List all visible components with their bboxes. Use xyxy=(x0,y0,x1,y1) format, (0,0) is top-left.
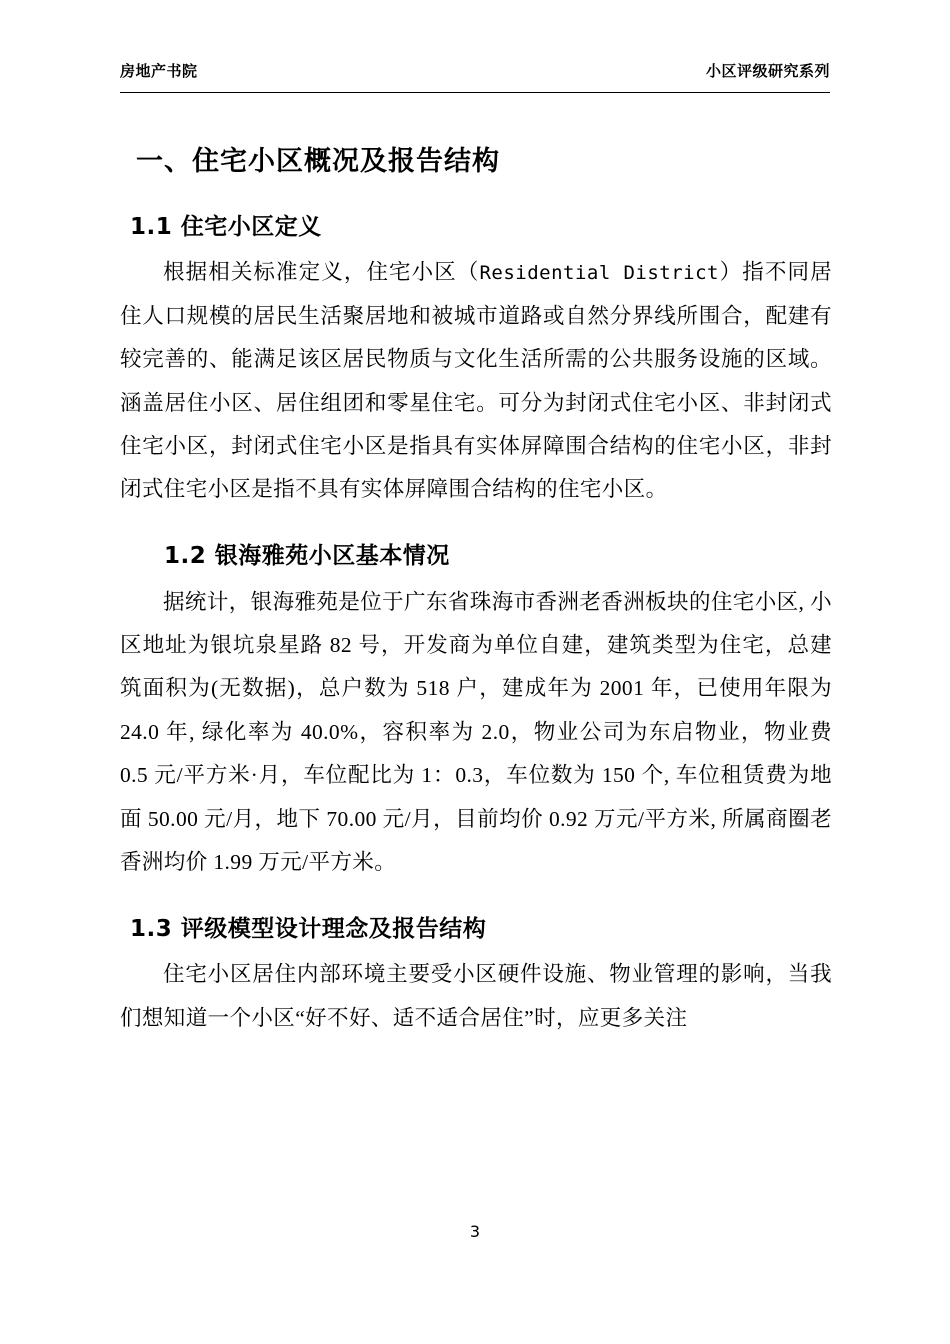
page-number: 3 xyxy=(469,1222,481,1241)
header-right-text: 小区评级研究系列 xyxy=(705,62,830,80)
paragraph-1-1-pre: 根据相关标准定义，住宅小区（ xyxy=(163,260,480,285)
heading-1-1: 1.1 住宅小区定义 xyxy=(130,213,322,240)
paragraph-1-3: 住宅小区居住内部环境主要受小区硬件设施、物业管理的影响，当我们想知道一个小区“好不好、适不适合居住”时，应更多关注 xyxy=(120,962,832,1030)
document-body xyxy=(120,120,832,1046)
paragraph-1-1 xyxy=(120,251,832,512)
heading-1-2: 1.2 银海雅苑小区基本情况 xyxy=(164,542,450,569)
header-left-text: 房地产书院 xyxy=(120,62,198,80)
chapter-heading: 一、住宅小区概况及报告结构 xyxy=(136,146,500,177)
paragraph-1-1-post: ）指不同居住人口规模的居民生活聚居地和被城市道路或自然分界线所围合，配建有较完善的、能满足该区居民物质与文化生活所需的公共服务设施的区域。涵盖居住小区、居住组团和零星住宅。可分为封闭式住宅小区、非封闭式住宅小区，封闭式住宅小区是指具有实体屏障围合结构的住宅小区，非封闭式住宅小区是指不具有实体屏障围合结构的住宅小区。 xyxy=(120,260,832,502)
page-footer xyxy=(0,1222,950,1241)
page-header xyxy=(120,60,830,81)
header-divider xyxy=(120,92,830,93)
paragraph-1-2: 据统计，银海雅苑是位于广东省珠海市香洲老香洲板块的住宅小区, 小区地址为银坑泉星路 82 号，开发商为单位自建，建筑类型为住宅，总建筑面积为(无数据)，总户数为 518 户，建成年为 2001 年，已使用年限为 24.0 年, 绿化率为 40.0%，容积率为 2.0，物业公司为东启物业，物业费 0.5 元/平方米·月，车位配比为 1：0.3，车位数为 150 个, 车位租赁费为地面 50.00 元/月，地下 70.00 元/月，目前均价 0.92 万元/平方米, 所属商圈老香洲均价 1.99 万元/平方米。 xyxy=(120,589,832,875)
heading-1-3: 1.3 评级模型设计理念及报告结构 xyxy=(130,915,487,942)
paragraph-1-1-english-term: Residential District xyxy=(479,262,719,285)
